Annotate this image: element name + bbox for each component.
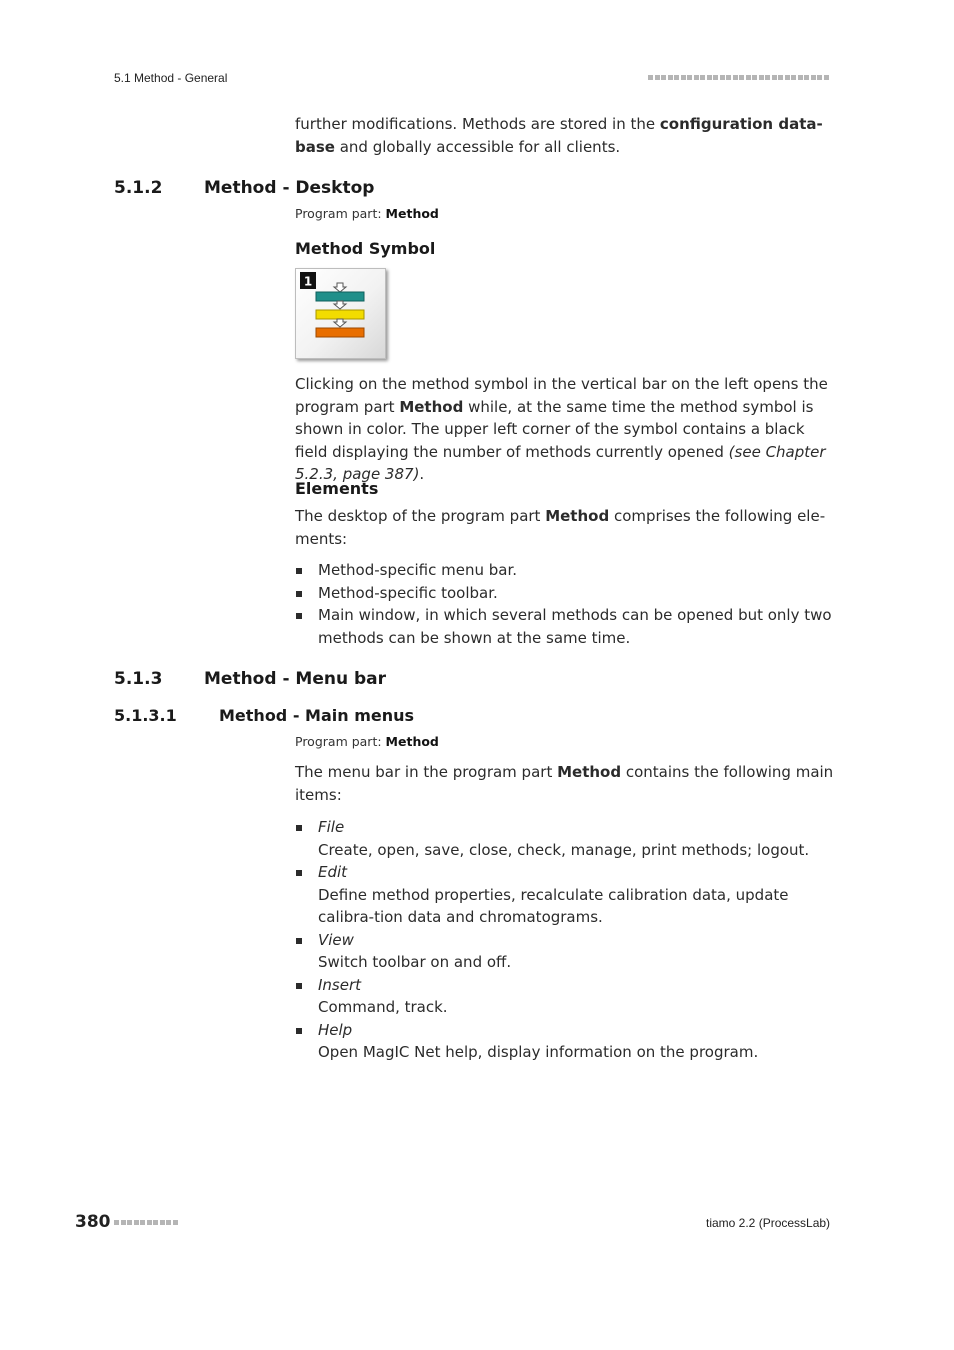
intro-bold-term: configuration data-base	[295, 115, 823, 156]
list-item: Method-specific toolbar.	[295, 582, 835, 605]
method-symbol-icon	[295, 268, 386, 359]
text: The menu bar in the program part	[295, 763, 558, 781]
program-part-value: Method	[385, 206, 439, 221]
program-part-label: Program part:	[295, 206, 386, 221]
page-number: 380	[75, 1212, 111, 1232]
section-title-5131: Method - Main menus	[219, 706, 415, 725]
list-item-view	[295, 929, 835, 974]
text: Clicking on the method symbol in the vertical bar on the left opens the program part	[295, 375, 828, 416]
elements-heading: Elements	[295, 479, 379, 498]
program-part-512	[295, 206, 835, 221]
menu-desc-help: Open MagIC Net help, display information on the program.	[318, 1043, 759, 1061]
elements-list	[295, 559, 835, 649]
method-layers-icon	[296, 269, 385, 358]
list-item-insert	[295, 974, 835, 1019]
arrow-down-icon	[334, 283, 346, 292]
arrow-down-icon	[334, 301, 346, 309]
method-symbol-paragraph	[295, 373, 835, 486]
yellow-layer	[316, 310, 364, 319]
main-menus-list	[295, 816, 835, 1064]
text: contains the following main items:	[295, 763, 834, 804]
footer-decoration-dots	[114, 1220, 178, 1225]
intro-paragraph	[295, 113, 835, 158]
list-item-edit	[295, 861, 835, 929]
section-number-512: 5.1.2	[114, 178, 163, 198]
program-part-value: Method	[385, 734, 439, 749]
program-part-5131	[295, 734, 835, 749]
product-name: tiamo 2.2 (ProcessLab)	[706, 1216, 831, 1230]
chapter-reference-link[interactable]: (see Chapter 5.2.3, page 387)	[295, 442, 826, 483]
text: comprises the following ele-ments:	[295, 507, 826, 548]
list-item-help	[295, 1019, 835, 1064]
menu-name-view: View	[318, 930, 354, 949]
menu-name-help: Help	[318, 1020, 353, 1039]
menu-desc-edit: Define method properties, recalculate calibration data, update calibra-tion data and chromatograms.	[318, 885, 789, 926]
text: The desktop of the program part	[295, 507, 546, 525]
bold-term: Method	[557, 763, 622, 781]
header-decoration-dots	[648, 75, 829, 80]
menu-name-file: File	[318, 818, 345, 836]
menu-name-edit: Edit	[318, 863, 348, 881]
menu-desc-insert: Command, track.	[318, 998, 448, 1016]
method-symbol-heading: Method Symbol	[295, 239, 436, 258]
bold-term: Method	[545, 507, 610, 525]
intro-text: further modifications. Methods are stored in the	[295, 115, 660, 133]
section-title-512: Method - Desktop	[204, 178, 375, 198]
teal-layer	[316, 292, 364, 301]
menu-name-insert: Insert	[318, 975, 362, 994]
section-number-513: 5.1.3	[114, 669, 163, 689]
list-item: Main window, in which several methods can be opened but only two methods can be shown at the same time.	[295, 604, 835, 649]
intro-text-end: and globally accessible for all clients.	[334, 137, 621, 156]
running-header-section: 5.1 Method - General	[114, 71, 228, 85]
menu-desc-file: Create, open, save, close, check, manage, print methods; logout.	[318, 840, 810, 859]
list-item-file	[295, 816, 835, 861]
list-item: Method-specific menu bar.	[295, 559, 835, 582]
arrow-down-icon	[334, 319, 346, 327]
badge-count: 1	[303, 274, 313, 289]
program-part-label: Program part:	[295, 734, 386, 749]
text: .	[419, 465, 425, 483]
main-menus-paragraph	[295, 761, 835, 806]
menu-desc-view: Switch toolbar on and off.	[318, 953, 512, 971]
orange-layer	[316, 328, 364, 337]
section-number-5131: 5.1.3.1	[114, 706, 177, 725]
section-title-513: Method - Menu bar	[204, 669, 387, 689]
bold-term: Method	[399, 397, 464, 416]
elements-paragraph	[295, 505, 835, 550]
text: while, at the same time the method symbol is shown in color. The upper left corner of the symbol contains a black field displaying the number of methods currently opened	[295, 397, 814, 461]
